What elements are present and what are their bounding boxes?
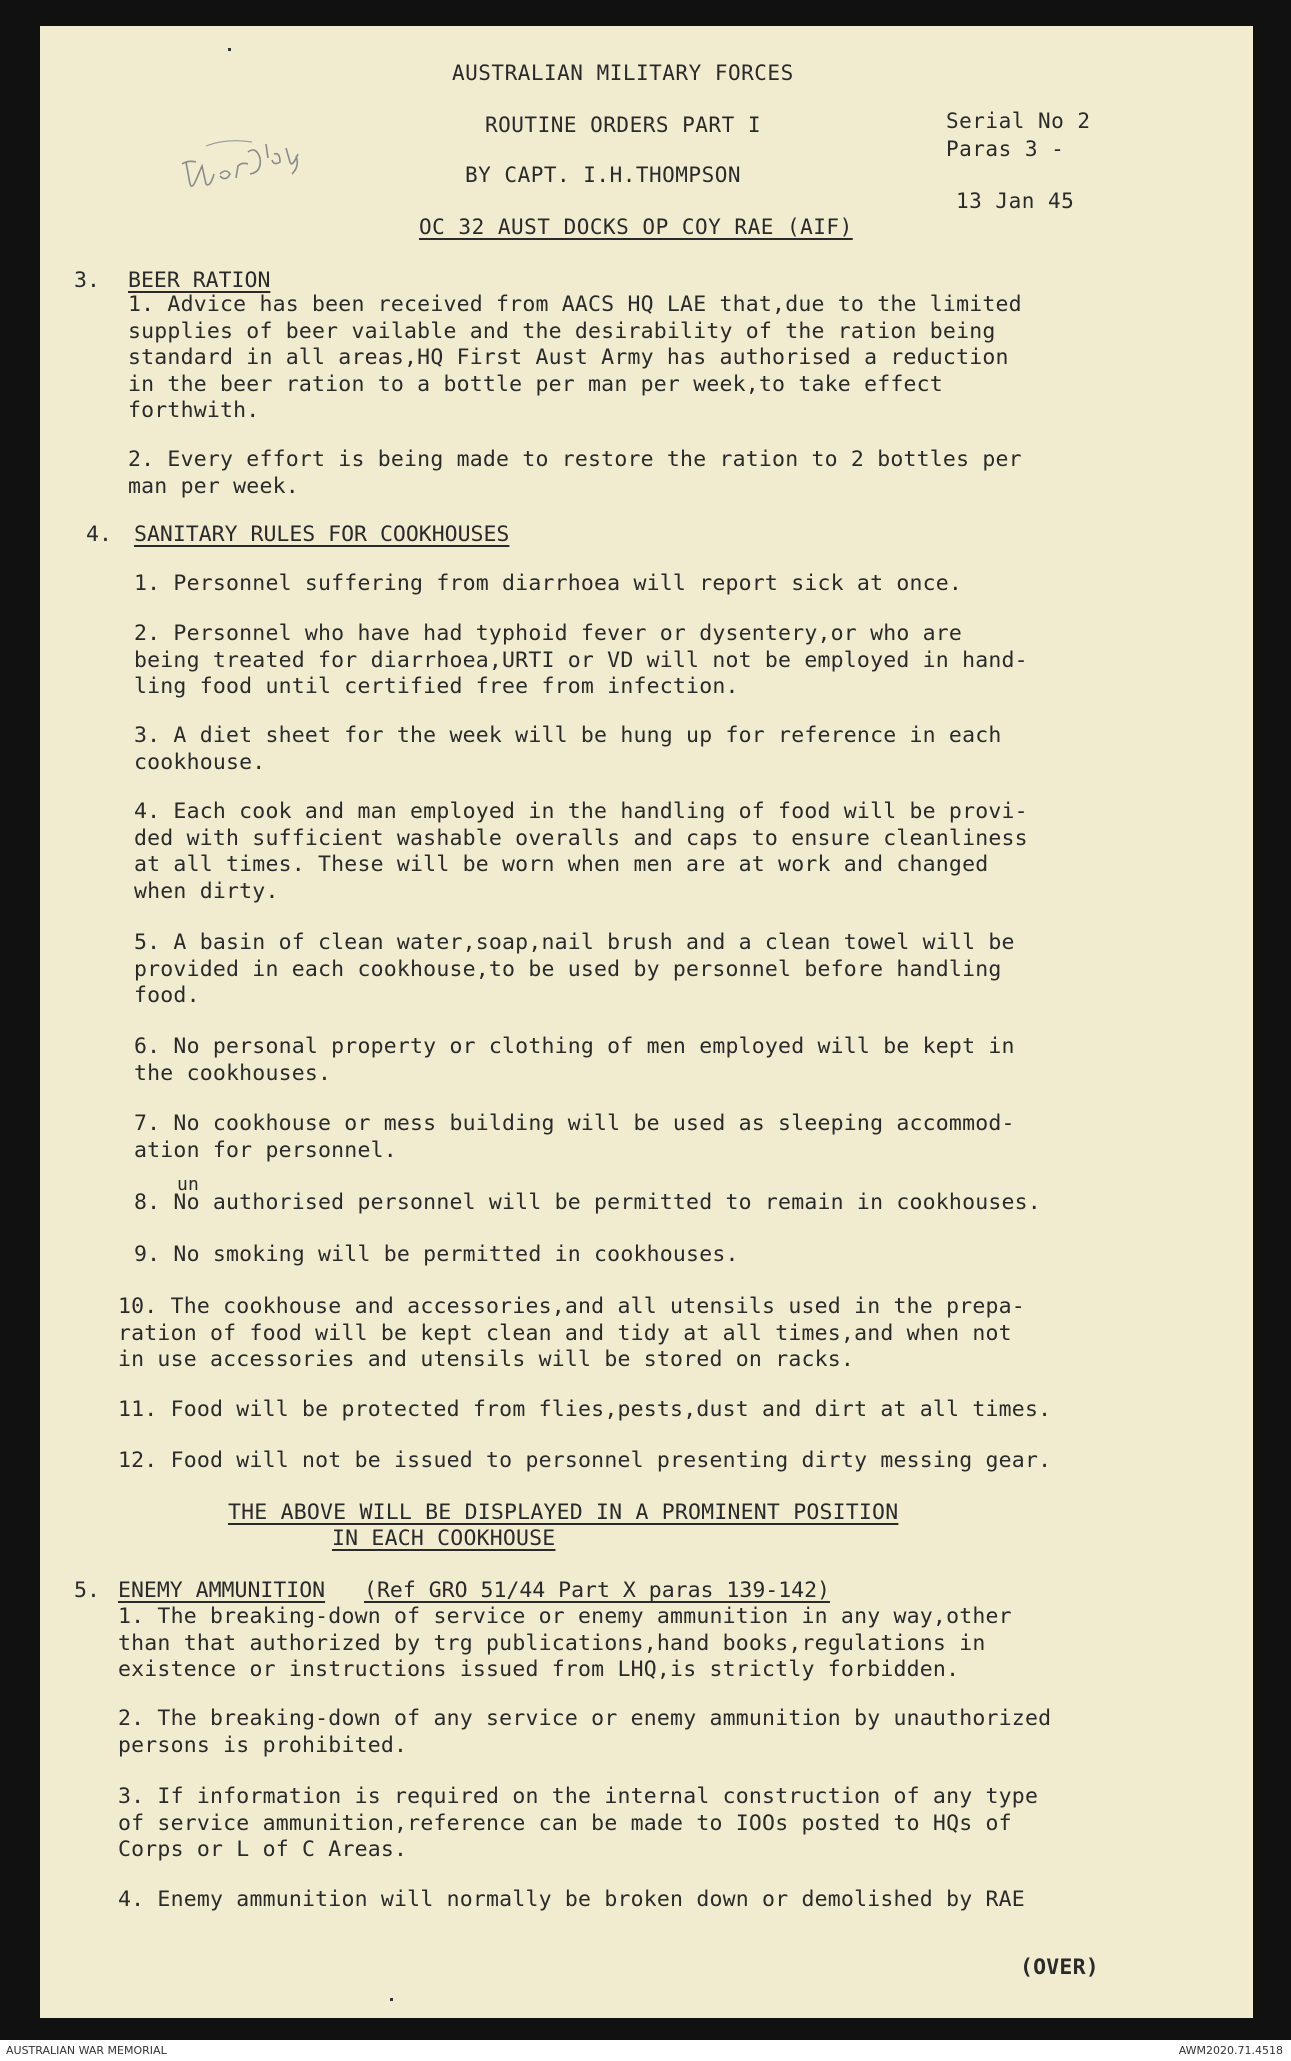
notice-line-2: IN EACH COOKHOUSE bbox=[332, 1526, 556, 1551]
doc-unit: OC 32 AUST DOCKS OP COY RAE (AIF) bbox=[419, 215, 853, 239]
ink-speck bbox=[390, 1998, 393, 2001]
archive-footer bbox=[0, 2040, 1291, 2061]
section-5-para-4: 4. Enemy ammunition will normally be broken down or demolished by RAE bbox=[118, 1887, 1025, 1912]
section-4-para-2: 2. Personnel who have had typhoid fever or dysentery,or who are being treated for diarrhoea,URTI or VD will not be employed in hand- ling food until certified free from infection. bbox=[134, 621, 1028, 699]
section-5-para-1: 1. The breaking-down of service or enemy ammunition in any way,other than that authorized by trg publications,hand books,regulations in existence or instructions issued from LHQ,is strictly forbidden. bbox=[118, 1604, 1012, 1682]
doc-subtitle: ROUTINE ORDERS PART I bbox=[485, 113, 762, 137]
section-4-para-10: 10. The cookhouse and accessories,and all utensils used in the prepa- ration of food will be kept clean and tidy at all times,and when not in use accessories and utensils will be stored on racks. bbox=[118, 1294, 1025, 1372]
section-3-title: BEER RATION bbox=[128, 268, 271, 293]
section-4-para-12: 12. Food will not be issued to personnel presenting dirty messing gear. bbox=[118, 1448, 1052, 1473]
section-5-reference: (Ref GRO 51/44 Part X paras 139-142) bbox=[364, 1578, 830, 1603]
section-4-para-6: 6. No personal property or clothing of men employed will be kept in the cookhouses. bbox=[134, 1034, 1015, 1086]
paras-range: Paras 3 - bbox=[946, 137, 1065, 161]
section-4-title: SANITARY RULES FOR COOKHOUSES bbox=[134, 522, 510, 547]
section-4-para-1: 1. Personnel suffering from diarrhoea will report sick at once. bbox=[134, 571, 963, 596]
section-4-para-9: 9. No smoking will be permitted in cookhouses. bbox=[134, 1242, 739, 1267]
svg-text:War Diary: War Diary bbox=[216, 200, 222, 201]
handwritten-war-diary-note bbox=[176, 134, 306, 204]
section-4-para-3: 3. A diet sheet for the week will be hung up for reference in each cookhouse. bbox=[134, 723, 1002, 775]
serial-number: Serial No 2 bbox=[946, 109, 1091, 133]
section-4-para-4: 4. Each cook and man employed in the handling of food will be provi- ded with sufficient washable overalls and caps to ensure cleanliness at all times. These will be worn when men are at work and changed when dirty. bbox=[134, 799, 1028, 904]
doc-author: BY CAPT. I.H.THOMPSON bbox=[465, 163, 742, 187]
section-4-para-7: 7. No cookhouse or mess building will be used as sleeping accommod- ation for personnel. bbox=[134, 1111, 1015, 1163]
footer-institution: AUSTRALIAN WAR MEMORIAL bbox=[6, 2044, 167, 2057]
notice-line-1: THE ABOVE WILL BE DISPLAYED IN A PROMINENT POSITION bbox=[228, 1500, 899, 1525]
ink-speck bbox=[228, 48, 231, 51]
doc-date: 13 Jan 45 bbox=[956, 189, 1075, 213]
section-3-para-2: 2. Every effort is being made to restore the ration to 2 bottles per man per week. bbox=[128, 447, 1022, 499]
section-5-para-2: 2. The breaking-down of any service or enemy ammunition by unauthorized persons is prohibited. bbox=[118, 1706, 1052, 1758]
section-4-para-11: 11. Food will be protected from flies,pests,dust and dirt at all times. bbox=[118, 1397, 1052, 1422]
section-5-para-3: 3. If information is required on the internal construction of any type of service ammunition,reference can be made to IOOs posted to HQs of Corps or L of C Areas. bbox=[118, 1784, 1039, 1862]
document-page bbox=[40, 26, 1253, 2018]
section-4-number: 4. bbox=[86, 522, 112, 547]
section-4-para-8: 8. No authorised personnel will be permitted to remain in cookhouses. bbox=[134, 1190, 1041, 1215]
doc-title: AUSTRALIAN MILITARY FORCES bbox=[452, 61, 794, 85]
section-5-number: 5. bbox=[74, 1578, 100, 1603]
section-4-para-5: 5. A basin of clean water,soap,nail brush and a clean towel will be provided in each cookhouse,to be used by personnel before handling food. bbox=[134, 930, 1015, 1008]
section-5-title: ENEMY AMMUNITION bbox=[118, 1578, 326, 1603]
over-marker: (OVER) bbox=[1020, 1955, 1099, 1980]
insert-un: un bbox=[177, 1174, 200, 1195]
section-3-para-1: 1. Advice has been received from AACS HQ LAE that,due to the limited supplies of beer vailable and the desirability of the ration being standard in all areas,HQ First Aust Army has authorised a reduction in the beer ration to a bottle per man per week,to take effect forthwith. bbox=[128, 292, 1022, 423]
footer-accession: AWM2020.71.4518 bbox=[1178, 2044, 1283, 2057]
section-3-number: 3. bbox=[74, 268, 100, 293]
